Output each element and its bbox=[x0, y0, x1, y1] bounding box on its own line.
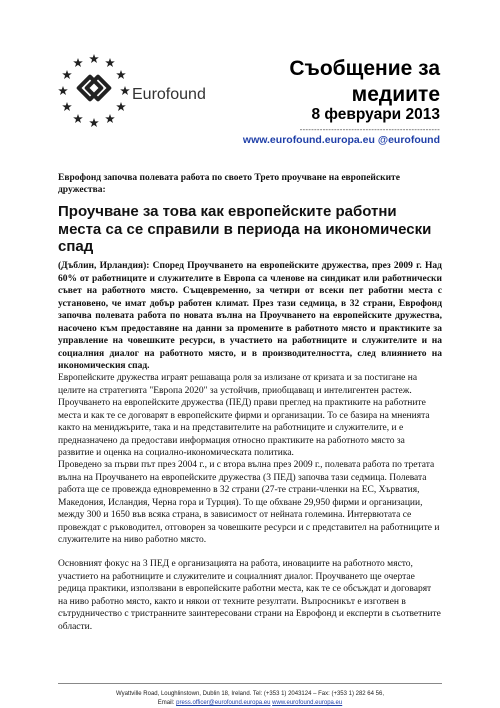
footer-web-label[interactable]: www.eurofound.europa.eu bbox=[272, 700, 343, 706]
release-date: 8 февруари 2013 bbox=[311, 106, 440, 123]
article-paragraph-2: Проведено за първи път през 2004 г., и с втора вълна през 2009 г., полевата работа по третата вълна на Проучването на европейските дружества (3 ПЕД) започва тази седмица. Полевата работа ще се провежда едновременно в 32 страни (27-те страни-членки на ЕС, Хърватия, Македония, Исландия, Черна гора и Турция). То ще обхване 29,950 фирми и организации, между 300 и 1650 във всяка страна, в зависимост от нейната големина. Интервютата се провеждат с ръководител, отговорен за човешките ресурси и с представител на работниците и служителите на ниво работно място. bbox=[58, 460, 440, 545]
article-lead: (Дъблин, Ирландия): Според Проучването на европейските дружества, през 2009 г. Над 60% от работниците и служителите в Европа са членове на синдикат или работнически съвет на работното място. Същевременно, за четири от всеки пет работни места с установено, че имат добър работен климат. През тази седмица, в 32 страни, Еврофонд започва полевата работа по новата вълна на Проучването на европейските дружества, насочено към предоставяне на данни за промените в работното място и практиките за управление на човешките ресурси, в участието на работниците и служителите и на социалния диалог на работното място, и в производителността, след влиянието на икономическия спад. bbox=[58, 261, 442, 371]
header-web-link[interactable]: www.eurofound.europa.eu @eurofound bbox=[242, 134, 440, 146]
header-separator: ------------------------------------------------- bbox=[299, 125, 440, 134]
article-headline: Проучване за това как европейските работни места са се справили в периода на икономически спад bbox=[58, 203, 432, 255]
page-title: Съобщение за медиите bbox=[289, 57, 440, 106]
footer-address: Wyattville Road, Loughlinstown, Dublin 18, Ireland. Tel: (+353 1) 2043124 – Fax: (+353 1) 282 64 56, bbox=[115, 691, 384, 697]
footer-email-link[interactable]: press.officer@eurofound.europa.eu bbox=[176, 700, 271, 706]
footer-email-label: Email: bbox=[157, 700, 175, 706]
article-paragraph-1: Европейските дружества играят решаваща роля за излизане от кризата и за постигане на целите на стратегията "Европа 2020" за устойчив, приобщаващ и интелигентен растеж. Проучването на европейските дружества (ПЕД) прави преглед на практиките на работните места и как те се договарят в европейските фирми и организации. То се базира на мненията както на мениджърите, така и на представителите на работниците и служителите, и е предназначено да предостави информация относно практиките на работното място за развитие и оценка на социално-икономическата политика. bbox=[58, 373, 430, 458]
footer-divider bbox=[58, 683, 442, 684]
eurofound-logo bbox=[58, 52, 218, 148]
footer-contact bbox=[0, 700, 500, 706]
article-intro: Еврофонд започва полевата работа по своето Трето проучване на европейските дружества: bbox=[58, 173, 400, 195]
article-paragraph-3: Основният фокус на 3 ПЕД е организацията на работа, иновациите на работното място, участието на работниците и служителите и социалният диалог. Проучването ще очертае редица практики, използвани в европейските работни места, как те се обсъждат и договарят на ниво работно място, както и някои от техните резултати. Въпросникът е изготвен в сътрудничество с тристранните заинтересовани страни на Еврофонд и експерти в съответните области. bbox=[58, 559, 441, 632]
logo-wordmark: Eurofound bbox=[132, 86, 206, 103]
